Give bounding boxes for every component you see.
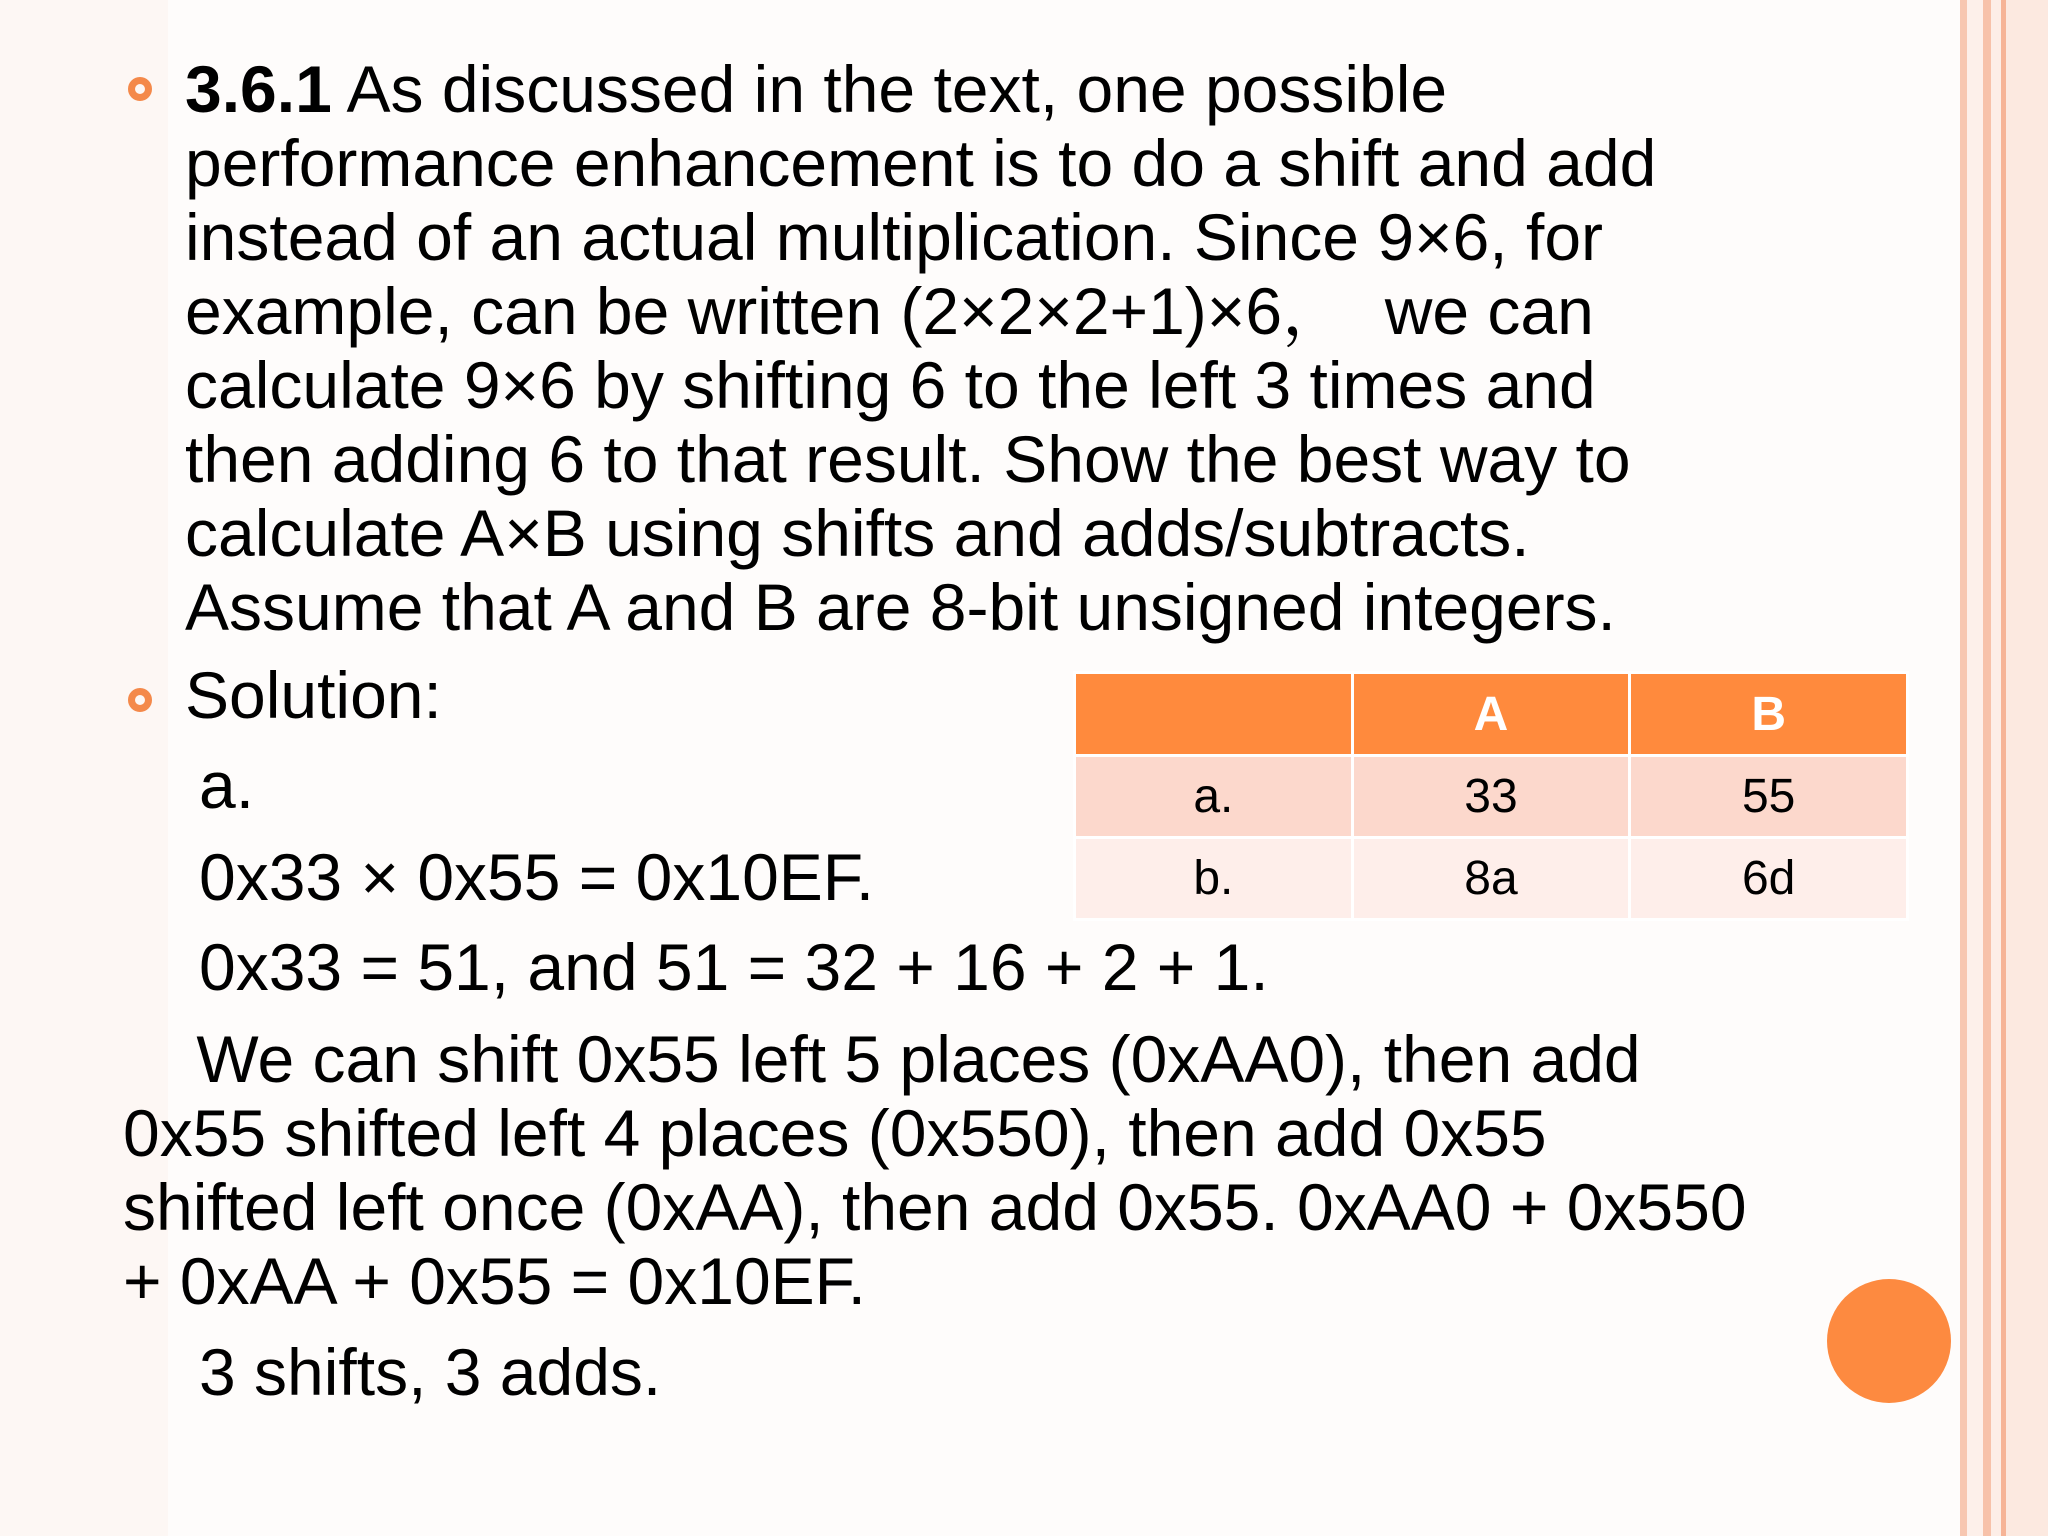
solution-decompose-line: 0x33 = 51, and 51 = 32 + 16 + 2 + 1. [199, 930, 1269, 1004]
solution-heading: Solution: [185, 658, 442, 732]
table-cell: 8a [1352, 838, 1630, 920]
solution-product-line: 0x33 × 0x55 = 0x10EF. [199, 840, 875, 914]
table-header-cell: A [1352, 673, 1630, 756]
problem-line-6: then adding 6 to that result. Show the best way to [185, 422, 1631, 496]
solution-explain-line-2: 0x55 shifted left 4 places (0x550), then add 0x55 [123, 1096, 1547, 1170]
right-border-stripe [1983, 0, 1991, 1536]
table-cell: a. [1075, 756, 1353, 838]
bullet-icon [128, 77, 152, 101]
solution-explain-line-3: shifted left once (0xAA), then add 0x55. 0xAA0 + 0x550 [123, 1170, 1747, 1244]
problem-line-3: instead of an actual multiplication. Since 9×6, for [185, 200, 1604, 274]
solution-explain-line-1: We can shift 0x55 left 5 places (0xAA0), then add [123, 1022, 1641, 1096]
solution-summary-line: 3 shifts, 3 adds. [199, 1335, 662, 1409]
table-header-cell [1075, 673, 1353, 756]
right-border-stripe [2006, 0, 2048, 1536]
table-cell: 6d [1630, 838, 1908, 920]
problem-number: 3.6.1 [185, 52, 332, 126]
table-cell: 33 [1352, 756, 1630, 838]
problem-text: As discussed in the text, one possible [331, 52, 1448, 126]
problem-line-5: calculate 9×6 by shifting 6 to the left 3 times and [185, 348, 1596, 422]
bullet-icon [128, 688, 152, 712]
right-border-stripe [1967, 0, 1983, 1536]
problem-line-8: Assume that A and B are 8-bit unsigned integers. [185, 570, 1616, 644]
solution-part-label: a. [199, 748, 255, 822]
table-row [1075, 756, 1908, 838]
table-cell: b. [1075, 838, 1353, 920]
table-row [1075, 838, 1908, 920]
table-cell: 55 [1630, 756, 1908, 838]
table-header-row [1075, 673, 1908, 756]
problem-line-7: calculate A×B using shifts and adds/subtracts. [185, 496, 1530, 570]
right-border-stripe [1960, 0, 1967, 1536]
operand-table [1073, 671, 1909, 921]
table-header-cell: B [1630, 673, 1908, 756]
problem-line-4: example, can be written (2×2×2+1)×6， we can [185, 274, 1594, 348]
right-border-stripe [1991, 0, 2001, 1536]
problem-line-1 [185, 52, 1447, 126]
problem-line-2: performance enhancement is to do a shift and add [185, 126, 1657, 200]
decorative-circle [1827, 1279, 1951, 1403]
solution-explain-line-4: + 0xAA + 0x55 = 0x10EF. [123, 1244, 867, 1318]
